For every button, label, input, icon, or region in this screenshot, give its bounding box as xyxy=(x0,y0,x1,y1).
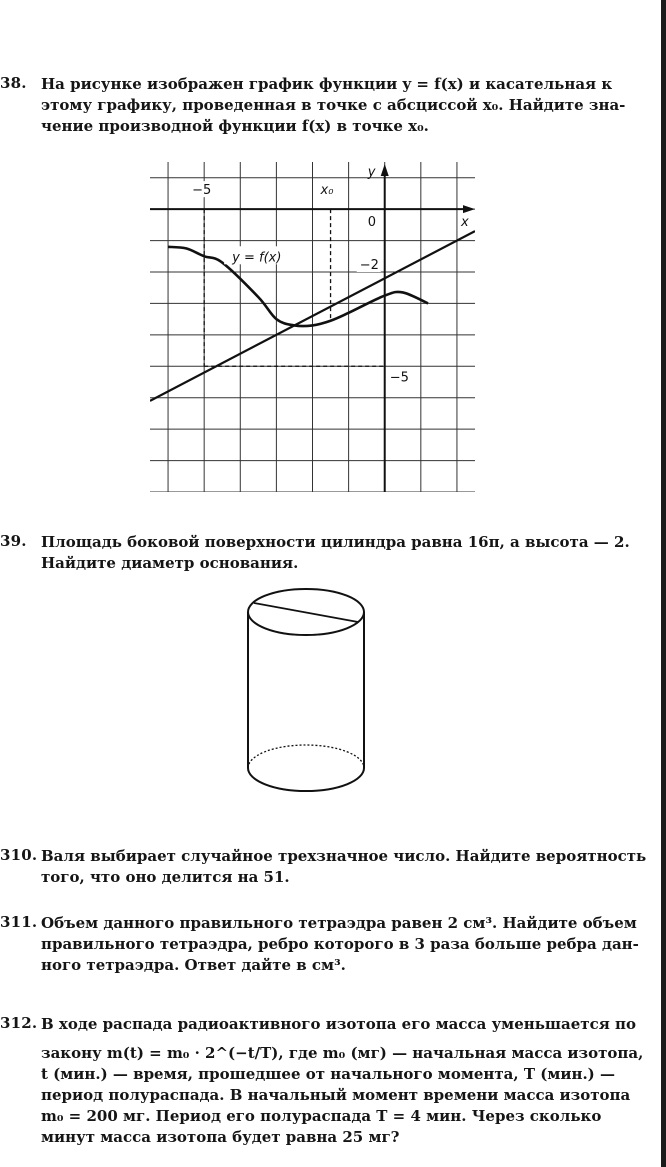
x-axis-arrow xyxy=(463,205,475,213)
problem-line: период полураспада. В начальный момент времени масса изотопа xyxy=(41,1086,631,1104)
problem-line: закону m(t) = m₀ · 2^(−t/T), где m₀ (мг) — начальная масса изотопа, xyxy=(41,1044,644,1062)
problem-line: m₀ = 200 мг. Период его полураспада T = 4 мин. Через сколько xyxy=(41,1107,602,1125)
y-tick-label-lower: −5 xyxy=(389,370,409,386)
x-axis-label: x xyxy=(461,215,469,231)
problem-text xyxy=(41,532,640,574)
problem-line: Валя выбирает случайное трехзначное число. Найдите вероятность xyxy=(41,847,647,865)
x0-label: x₀ xyxy=(320,183,334,199)
problem-line: этому графику, проведенная в точке с абсциссой x₀. Найдите зна- xyxy=(41,96,626,114)
problem-text xyxy=(41,846,647,888)
problem-line: ного тетраэдра. Ответ дайте в см³. xyxy=(41,956,346,974)
problem-number: 310. xyxy=(0,846,38,864)
problem-number: 311. xyxy=(0,913,38,931)
problem-line: минут масса изотопа будет равна 25 мг? xyxy=(41,1128,400,1146)
problem-38 xyxy=(0,74,640,137)
problem-text xyxy=(41,913,640,976)
problem-number: 38. xyxy=(0,74,27,92)
cylinder-bottom-visible-arc xyxy=(248,768,364,791)
problem-line: t (мин.) — время, прошедшее от начального момента, T (мин.) — xyxy=(41,1065,615,1083)
problem-39 xyxy=(0,532,640,574)
problem-text xyxy=(41,1014,644,1148)
y-axis-label: y xyxy=(367,165,376,180)
x-tick-label: −5 xyxy=(192,183,212,199)
grid-lines xyxy=(150,162,475,492)
cylinder-top-diameter xyxy=(254,603,358,622)
problem-line: правильного тетраэдра, ребро которого в 3 раза больше ребра дан- xyxy=(41,935,639,953)
y-tick-label-upper: −2 xyxy=(359,258,379,273)
origin-label: 0 xyxy=(367,215,377,231)
problem-line: В ходе распада радиоактивного изотопа его масса уменьшается по xyxy=(41,1015,636,1033)
problem-line: Найдите диаметр основания. xyxy=(41,554,299,572)
problem-line: Площадь боковой поверхности цилиндра равна 16π, а высота — 2. xyxy=(41,533,630,551)
problem-311 xyxy=(0,913,640,976)
problem-312 xyxy=(0,1014,644,1148)
curve-label: y = f(x) xyxy=(232,250,282,266)
problem-number: 312. xyxy=(0,1014,38,1032)
function-graph xyxy=(150,162,475,492)
problem-line: На рисунке изображен график функции y = f(x) и касательная к xyxy=(41,75,613,93)
cylinder-figure xyxy=(240,580,380,800)
problem-310 xyxy=(0,846,647,888)
problem-number: 39. xyxy=(0,532,27,550)
problem-line: Объем данного правильного тетраэдра равен 2 см³. Найдите объем xyxy=(41,914,637,932)
problem-line: чение производной функции f(x) в точке x₀. xyxy=(41,117,429,135)
cylinder-bottom-hidden-arc xyxy=(248,745,364,768)
problem-text xyxy=(41,74,640,137)
problem-line: того, что оно делится на 51. xyxy=(41,868,290,886)
y-axis-arrow xyxy=(381,164,389,176)
scan-page-edge xyxy=(661,0,666,1167)
projection-lines xyxy=(204,209,385,366)
